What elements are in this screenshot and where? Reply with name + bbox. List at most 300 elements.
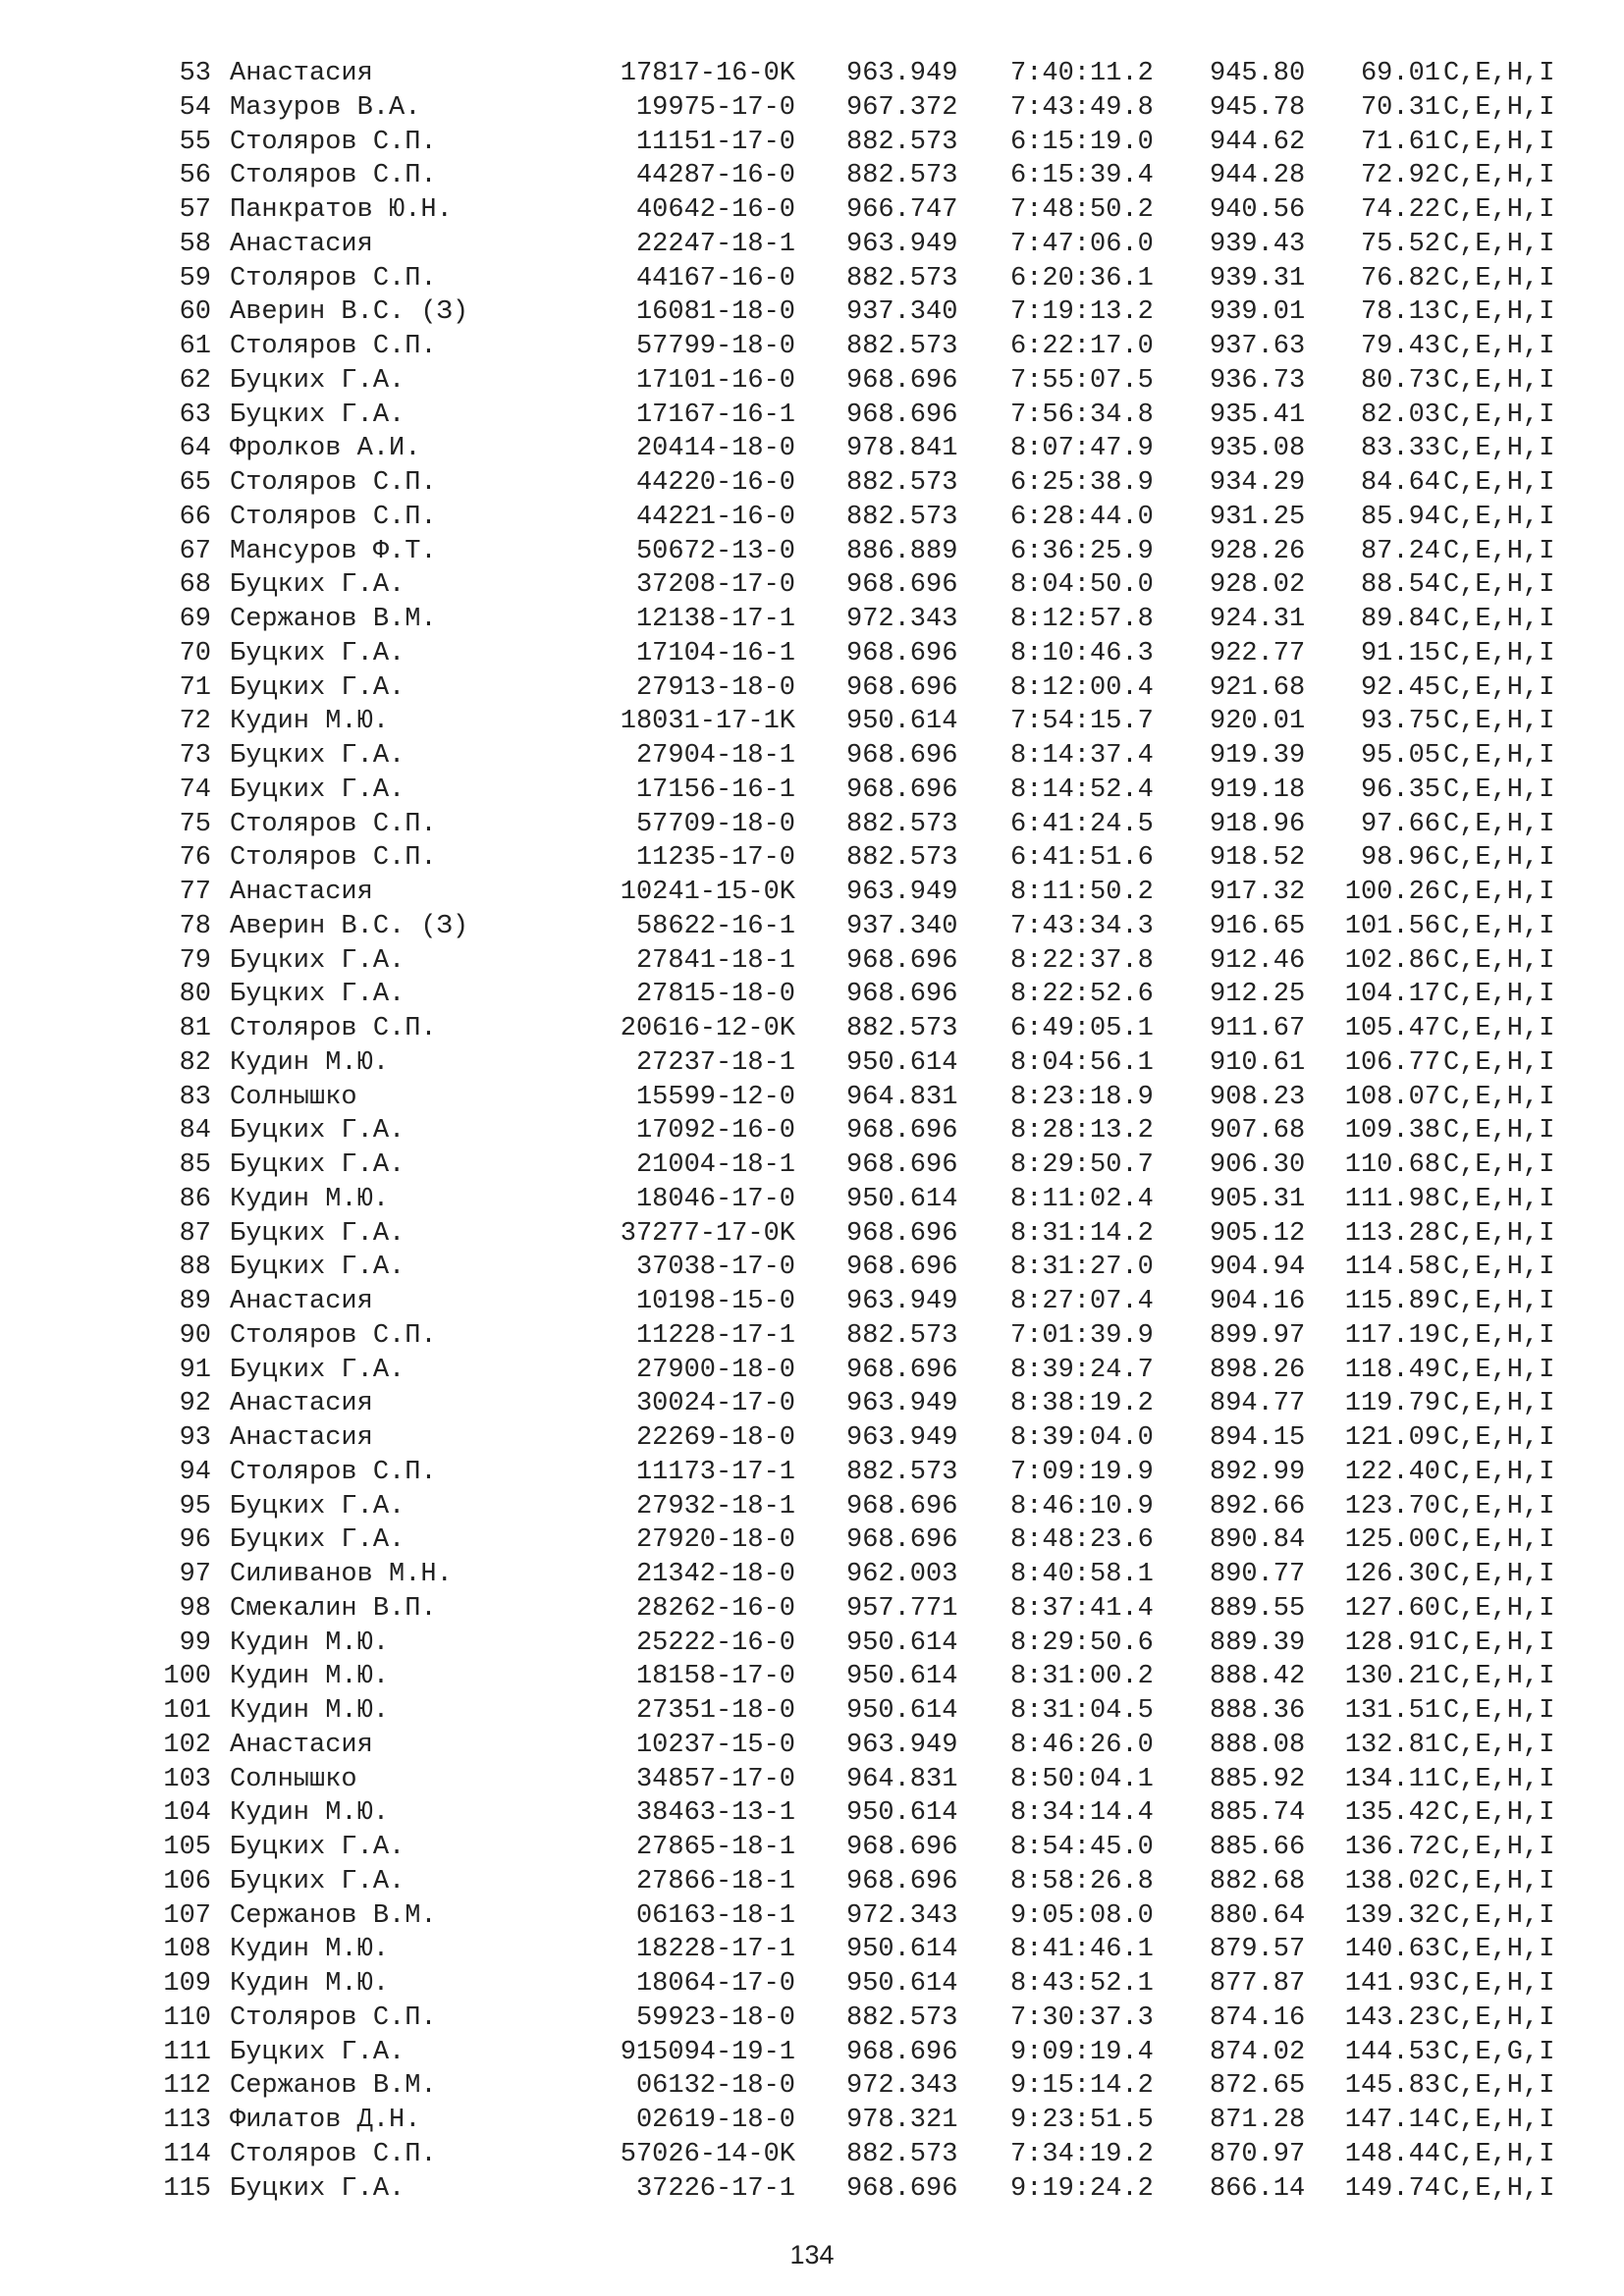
cell-categories: C,E,H,I (1443, 263, 1555, 294)
cell-coefficient: 93.75 (1360, 707, 1440, 737)
cell-name: Кудин М.Ю. (230, 707, 390, 737)
cell-ring-number: 50672-13-0 (635, 536, 795, 566)
cell-distance: 882.573 (846, 161, 958, 191)
cell-place: 83 (179, 1082, 211, 1112)
cell-speed: 885.66 (1210, 1833, 1306, 1862)
cell-distance: 968.696 (846, 1253, 958, 1283)
cell-place: 106 (163, 1866, 211, 1896)
cell-distance: 950.614 (846, 1662, 958, 1692)
cell-place: 104 (163, 1798, 211, 1829)
cell-speed: 885.74 (1210, 1798, 1306, 1829)
cell-categories: C,E,H,I (1443, 774, 1555, 805)
cell-categories: C,E,H,I (1443, 1355, 1555, 1385)
cell-distance: 968.696 (846, 672, 958, 703)
cell-place: 61 (179, 332, 211, 361)
cell-place: 94 (179, 1457, 211, 1487)
cell-arrival-time: 7:48:50.2 (1010, 195, 1154, 225)
cell-ring-number: 11151-17-0 (635, 127, 795, 157)
cell-coefficient: 126.30 (1344, 1560, 1440, 1589)
cell-speed: 928.26 (1210, 536, 1306, 566)
cell-ring-number: 16081-18-0 (635, 297, 795, 328)
cell-distance: 950.614 (846, 1696, 958, 1726)
cell-name: Столяров С.П. (230, 1014, 437, 1043)
cell-distance: 882.573 (846, 468, 958, 498)
cell-arrival-time: 8:37:41.4 (1010, 1593, 1154, 1624)
cell-categories: C,E,H,I (1443, 92, 1555, 123)
cell-arrival-time: 8:29:50.7 (1010, 1150, 1154, 1180)
cell-distance: 882.573 (846, 2002, 958, 2033)
cell-arrival-time: 8:27:07.4 (1010, 1287, 1154, 1316)
cell-place: 112 (163, 2071, 211, 2102)
cell-coefficient: 88.54 (1360, 570, 1440, 601)
cell-coefficient: 128.91 (1344, 1628, 1440, 1658)
cell-categories: C,E,H,I (1443, 1457, 1555, 1487)
cell-speed: 937.63 (1210, 332, 1306, 361)
cell-distance: 882.573 (846, 1014, 958, 1043)
cell-arrival-time: 8:12:57.8 (1010, 605, 1154, 634)
cell-name: Буцких Г.А. (230, 741, 406, 771)
cell-arrival-time: 8:22:52.6 (1010, 980, 1154, 1010)
cell-name: Буцких Г.А. (230, 2037, 406, 2067)
cell-categories: C,E,H,I (1443, 1320, 1555, 1351)
cell-coefficient: 140.63 (1344, 1935, 1440, 1965)
cell-speed: 921.68 (1210, 672, 1306, 703)
cell-speed: 890.77 (1210, 1560, 1306, 1589)
cell-categories: C,E,H,I (1443, 1560, 1555, 1589)
cell-name: Анастасия (230, 229, 373, 259)
cell-place: 100 (163, 1662, 211, 1692)
cell-name: Буцких Г.А. (230, 945, 406, 976)
cell-coefficient: 71.61 (1360, 127, 1440, 157)
cell-categories: C,E,H,I (1443, 1253, 1555, 1283)
cell-place: 105 (163, 1833, 211, 1862)
cell-categories: C,E,H,I (1443, 1423, 1555, 1453)
cell-place: 62 (179, 365, 211, 396)
cell-distance: 968.696 (846, 365, 958, 396)
cell-coefficient: 118.49 (1344, 1355, 1440, 1385)
cell-speed: 928.02 (1210, 570, 1306, 601)
cell-ring-number: 17104-16-1 (635, 638, 795, 668)
cell-coefficient: 149.74 (1344, 2173, 1440, 2204)
cell-ring-number: 38463-13-1 (635, 1798, 795, 1829)
cell-coefficient: 113.28 (1344, 1218, 1440, 1249)
cell-distance: 972.343 (846, 605, 958, 634)
cell-categories: C,E,H,I (1443, 1116, 1555, 1147)
cell-place: 103 (163, 1764, 211, 1794)
cell-distance: 968.696 (846, 638, 958, 668)
cell-categories: C,E,H,I (1443, 878, 1555, 907)
cell-ring-number: 17156-16-1 (635, 774, 795, 805)
cell-ring-number: 27815-18-0 (635, 980, 795, 1010)
cell-arrival-time: 7:34:19.2 (1010, 2139, 1154, 2169)
cell-categories: C,E,H,I (1443, 1287, 1555, 1316)
cell-arrival-time: 6:41:24.5 (1010, 809, 1154, 839)
cell-name: Столяров С.П. (230, 468, 437, 498)
cell-categories: C,E,H,I (1443, 229, 1555, 259)
cell-place: 53 (179, 59, 211, 88)
cell-name: Аверин В.С. (З) (230, 297, 469, 328)
cell-speed: 888.08 (1210, 1730, 1306, 1760)
cell-place: 56 (179, 161, 211, 191)
cell-ring-number: 18046-17-0 (635, 1184, 795, 1214)
cell-coefficient: 121.09 (1344, 1423, 1440, 1453)
cell-name: Кудин М.Ю. (230, 1047, 390, 1078)
cell-arrival-time: 9:15:14.2 (1010, 2071, 1154, 2102)
cell-speed: 939.43 (1210, 229, 1306, 259)
cell-coefficient: 131.51 (1344, 1696, 1440, 1726)
cell-coefficient: 69.01 (1360, 59, 1440, 88)
cell-distance: 968.696 (846, 1218, 958, 1249)
cell-speed: 918.96 (1210, 809, 1306, 839)
cell-ring-number: 11173-17-1 (635, 1457, 795, 1487)
cell-coefficient: 109.38 (1344, 1116, 1440, 1147)
cell-place: 80 (179, 980, 211, 1010)
cell-distance: 967.372 (846, 92, 958, 123)
cell-categories: C,E,H,I (1443, 2106, 1555, 2135)
cell-arrival-time: 6:15:39.4 (1010, 161, 1154, 191)
cell-place: 89 (179, 1287, 211, 1316)
cell-coefficient: 135.42 (1344, 1798, 1440, 1829)
cell-speed: 894.15 (1210, 1423, 1306, 1453)
cell-name: Панкратов Ю.Н. (230, 195, 453, 225)
cell-categories: C,E,H,I (1443, 434, 1555, 464)
cell-ring-number: 34857-17-0 (635, 1764, 795, 1794)
cell-categories: C,E,H,I (1443, 1730, 1555, 1760)
cell-arrival-time: 7:55:07.5 (1010, 365, 1154, 396)
cell-name: Смекалин В.П. (230, 1593, 437, 1624)
cell-arrival-time: 6:22:17.0 (1010, 332, 1154, 361)
cell-ring-number: 44221-16-0 (635, 502, 795, 532)
cell-speed: 879.57 (1210, 1935, 1306, 1965)
cell-arrival-time: 8:48:23.6 (1010, 1525, 1154, 1556)
cell-place: 82 (179, 1047, 211, 1078)
cell-distance: 937.340 (846, 297, 958, 328)
cell-speed: 919.18 (1210, 774, 1306, 805)
cell-speed: 934.29 (1210, 468, 1306, 498)
cell-speed: 944.62 (1210, 127, 1306, 157)
cell-place: 107 (163, 1900, 211, 1931)
cell-speed: 885.92 (1210, 1764, 1306, 1794)
page-number: 134 (789, 2240, 835, 2269)
cell-distance: 968.696 (846, 945, 958, 976)
cell-coefficient: 84.64 (1360, 468, 1440, 498)
cell-arrival-time: 8:50:04.1 (1010, 1764, 1154, 1794)
cell-ring-number: 06163-18-1 (635, 1900, 795, 1931)
cell-place: 110 (163, 2002, 211, 2033)
cell-ring-number: 17101-16-0 (635, 365, 795, 396)
cell-place: 55 (179, 127, 211, 157)
cell-distance: 963.949 (846, 1287, 958, 1316)
cell-arrival-time: 7:19:13.2 (1010, 297, 1154, 328)
cell-place: 60 (179, 297, 211, 328)
cell-speed: 874.02 (1210, 2037, 1306, 2067)
cell-distance: 950.614 (846, 1628, 958, 1658)
cell-coefficient: 91.15 (1360, 638, 1440, 668)
cell-categories: C,E,H,I (1443, 365, 1555, 396)
cell-ring-number: 28262-16-0 (635, 1593, 795, 1624)
cell-arrival-time: 8:54:45.0 (1010, 1833, 1154, 1862)
cell-arrival-time: 8:31:00.2 (1010, 1662, 1154, 1692)
cell-name: Фролков А.И. (230, 434, 421, 464)
cell-speed: 944.28 (1210, 161, 1306, 191)
cell-coefficient: 114.58 (1344, 1253, 1440, 1283)
cell-coefficient: 139.32 (1344, 1900, 1440, 1931)
cell-categories: C,E,H,I (1443, 1150, 1555, 1180)
cell-name: Кудин М.Ю. (230, 1935, 390, 1965)
cell-name: Буцких Г.А. (230, 570, 406, 601)
cell-coefficient: 110.68 (1344, 1150, 1440, 1180)
cell-ring-number: 10198-15-0 (635, 1287, 795, 1316)
cell-coefficient: 98.96 (1360, 843, 1440, 874)
cell-distance: 978.841 (846, 434, 958, 464)
cell-ring-number: 44220-16-0 (635, 468, 795, 498)
cell-ring-number: 27237-18-1 (635, 1047, 795, 1078)
cell-arrival-time: 8:29:50.6 (1010, 1628, 1154, 1658)
cell-coefficient: 122.40 (1344, 1457, 1440, 1487)
cell-ring-number: 17817-16-0K (620, 59, 795, 88)
cell-speed: 912.46 (1210, 945, 1306, 976)
cell-speed: 877.87 (1210, 1969, 1306, 1999)
cell-categories: C,E,H,I (1443, 1798, 1555, 1829)
cell-ring-number: 19975-17-0 (635, 92, 795, 123)
cell-name: Буцких Г.А. (230, 1525, 406, 1556)
cell-name: Солнышко (230, 1082, 357, 1112)
cell-categories: C,E,H,I (1443, 911, 1555, 941)
cell-speed: 939.31 (1210, 263, 1306, 294)
cell-distance: 968.696 (846, 400, 958, 430)
cell-place: 95 (179, 1491, 211, 1522)
cell-ring-number: 37226-17-1 (635, 2173, 795, 2204)
cell-categories: C,E,H,I (1443, 468, 1555, 498)
cell-place: 99 (179, 1628, 211, 1658)
cell-arrival-time: 9:19:24.2 (1010, 2173, 1154, 2204)
cell-name: Кудин М.Ю. (230, 1662, 390, 1692)
cell-speed: 936.73 (1210, 365, 1306, 396)
cell-coefficient: 130.21 (1344, 1662, 1440, 1692)
cell-speed: 904.94 (1210, 1253, 1306, 1283)
cell-categories: C,E,G,I (1443, 2037, 1555, 2067)
cell-categories: C,E,H,I (1443, 672, 1555, 703)
cell-ring-number: 25222-16-0 (635, 1628, 795, 1658)
cell-ring-number: 27932-18-1 (635, 1491, 795, 1522)
cell-distance: 950.614 (846, 1798, 958, 1829)
cell-distance: 964.831 (846, 1764, 958, 1794)
cell-name: Сержанов В.М. (230, 1900, 437, 1931)
cell-place: 68 (179, 570, 211, 601)
cell-coefficient: 106.77 (1344, 1047, 1440, 1078)
cell-arrival-time: 8:23:18.9 (1010, 1082, 1154, 1112)
cell-name: Анастасия (230, 878, 373, 907)
cell-speed: 872.65 (1210, 2071, 1306, 2102)
cell-distance: 963.949 (846, 229, 958, 259)
cell-arrival-time: 8:14:52.4 (1010, 774, 1154, 805)
cell-coefficient: 87.24 (1360, 536, 1440, 566)
cell-distance: 968.696 (846, 1491, 958, 1522)
cell-categories: C,E,H,I (1443, 127, 1555, 157)
cell-categories: C,E,H,I (1443, 1833, 1555, 1862)
cell-categories: C,E,H,I (1443, 536, 1555, 566)
cell-distance: 968.696 (846, 1116, 958, 1147)
cell-coefficient: 134.11 (1344, 1764, 1440, 1794)
cell-place: 59 (179, 263, 211, 294)
cell-arrival-time: 8:40:58.1 (1010, 1560, 1154, 1589)
cell-speed: 935.41 (1210, 400, 1306, 430)
cell-speed: 898.26 (1210, 1355, 1306, 1385)
cell-place: 108 (163, 1935, 211, 1965)
cell-coefficient: 95.05 (1360, 741, 1440, 771)
cell-categories: C,E,H,I (1443, 605, 1555, 634)
cell-place: 79 (179, 945, 211, 976)
cell-distance: 882.573 (846, 1320, 958, 1351)
cell-ring-number: 15599-12-0 (635, 1082, 795, 1112)
cell-ring-number: 11235-17-0 (635, 843, 795, 874)
cell-ring-number: 22269-18-0 (635, 1423, 795, 1453)
cell-speed: 871.28 (1210, 2106, 1306, 2135)
cell-ring-number: 18031-17-1K (620, 707, 795, 737)
cell-place: 97 (179, 1560, 211, 1589)
cell-ring-number: 44167-16-0 (635, 263, 795, 294)
cell-coefficient: 119.79 (1344, 1389, 1440, 1419)
cell-distance: 882.573 (846, 1457, 958, 1487)
cell-place: 92 (179, 1389, 211, 1419)
cell-name: Буцких Г.А. (230, 638, 406, 668)
cell-categories: C,E,H,I (1443, 638, 1555, 668)
cell-arrival-time: 8:34:14.4 (1010, 1798, 1154, 1829)
cell-name: Буцких Г.А. (230, 1833, 406, 1862)
cell-speed: 917.32 (1210, 878, 1306, 907)
cell-place: 72 (179, 707, 211, 737)
cell-categories: C,E,H,I (1443, 161, 1555, 191)
cell-name: Сержанов В.М. (230, 605, 437, 634)
cell-ring-number: 22247-18-1 (635, 229, 795, 259)
cell-coefficient: 141.93 (1344, 1969, 1440, 1999)
cell-categories: C,E,H,I (1443, 980, 1555, 1010)
cell-speed: 920.01 (1210, 707, 1306, 737)
cell-arrival-time: 8:04:50.0 (1010, 570, 1154, 601)
cell-name: Анастасия (230, 59, 373, 88)
cell-distance: 968.696 (846, 1355, 958, 1385)
cell-coefficient: 83.33 (1360, 434, 1440, 464)
cell-speed: 935.08 (1210, 434, 1306, 464)
cell-distance: 964.831 (846, 1082, 958, 1112)
cell-distance: 968.696 (846, 774, 958, 805)
cell-categories: C,E,H,I (1443, 843, 1555, 874)
cell-arrival-time: 6:36:25.9 (1010, 536, 1154, 566)
cell-categories: C,E,H,I (1443, 1389, 1555, 1419)
cell-speed: 899.97 (1210, 1320, 1306, 1351)
cell-distance: 937.340 (846, 911, 958, 941)
cell-name: Анастасия (230, 1730, 373, 1760)
cell-distance: 966.747 (846, 195, 958, 225)
cell-ring-number: 57799-18-0 (635, 332, 795, 361)
cell-arrival-time: 6:20:36.1 (1010, 263, 1154, 294)
cell-speed: 870.97 (1210, 2139, 1306, 2169)
cell-arrival-time: 8:28:13.2 (1010, 1116, 1154, 1147)
cell-place: 87 (179, 1218, 211, 1249)
cell-arrival-time: 7:54:15.7 (1010, 707, 1154, 737)
cell-ring-number: 18158-17-0 (635, 1662, 795, 1692)
cell-name: Буцких Г.А. (230, 2173, 406, 2204)
cell-name: Буцких Г.А. (230, 1116, 406, 1147)
cell-distance: 882.573 (846, 502, 958, 532)
cell-categories: C,E,H,I (1443, 707, 1555, 737)
cell-ring-number: 11228-17-1 (635, 1320, 795, 1351)
cell-speed: 890.84 (1210, 1525, 1306, 1556)
cell-ring-number: 30024-17-0 (635, 1389, 795, 1419)
cell-arrival-time: 8:12:00.4 (1010, 672, 1154, 703)
cell-speed: 892.99 (1210, 1457, 1306, 1487)
cell-distance: 963.949 (846, 878, 958, 907)
cell-speed: 922.77 (1210, 638, 1306, 668)
cell-arrival-time: 8:38:19.2 (1010, 1389, 1154, 1419)
cell-arrival-time: 8:43:52.1 (1010, 1969, 1154, 1999)
cell-coefficient: 132.81 (1344, 1730, 1440, 1760)
cell-name: Столяров С.П. (230, 161, 437, 191)
cell-distance: 978.321 (846, 2106, 958, 2135)
cell-speed: 905.31 (1210, 1184, 1306, 1214)
cell-ring-number: 17167-16-1 (635, 400, 795, 430)
cell-place: 76 (179, 843, 211, 874)
cell-speed: 910.61 (1210, 1047, 1306, 1078)
cell-arrival-time: 8:22:37.8 (1010, 945, 1154, 976)
cell-coefficient: 75.52 (1360, 229, 1440, 259)
cell-speed: 889.39 (1210, 1628, 1306, 1658)
cell-speed: 888.36 (1210, 1696, 1306, 1726)
cell-ring-number: 27913-18-0 (635, 672, 795, 703)
cell-coefficient: 108.07 (1344, 1082, 1440, 1112)
cell-categories: C,E,H,I (1443, 945, 1555, 976)
cell-categories: C,E,H,I (1443, 1662, 1555, 1692)
cell-ring-number: 44287-16-0 (635, 161, 795, 191)
cell-ring-number: 57709-18-0 (635, 809, 795, 839)
cell-place: 111 (163, 2037, 211, 2067)
cell-categories: C,E,H,I (1443, 297, 1555, 328)
cell-arrival-time: 6:15:19.0 (1010, 127, 1154, 157)
cell-ring-number: 27865-18-1 (635, 1833, 795, 1862)
cell-arrival-time: 7:30:37.3 (1010, 2002, 1154, 2033)
cell-speed: 940.56 (1210, 195, 1306, 225)
cell-name: Кудин М.Ю. (230, 1798, 390, 1829)
cell-place: 78 (179, 911, 211, 941)
cell-categories: C,E,H,I (1443, 2139, 1555, 2169)
cell-ring-number: 59923-18-0 (635, 2002, 795, 2033)
cell-name: Буцких Г.А. (230, 672, 406, 703)
cell-arrival-time: 6:49:05.1 (1010, 1014, 1154, 1043)
cell-coefficient: 102.86 (1344, 945, 1440, 976)
cell-name: Буцких Г.А. (230, 774, 406, 805)
cell-place: 69 (179, 605, 211, 634)
cell-distance: 968.696 (846, 2037, 958, 2067)
cell-distance: 968.696 (846, 1525, 958, 1556)
cell-speed: 945.78 (1210, 92, 1306, 123)
cell-speed: 945.80 (1210, 59, 1306, 88)
cell-arrival-time: 7:43:34.3 (1010, 911, 1154, 941)
cell-speed: 894.77 (1210, 1389, 1306, 1419)
cell-name: Анастасия (230, 1423, 373, 1453)
cell-name: Мазуров В.А. (230, 92, 421, 123)
cell-arrival-time: 8:11:50.2 (1010, 878, 1154, 907)
cell-distance: 882.573 (846, 843, 958, 874)
cell-name: Буцких Г.А. (230, 1253, 406, 1283)
cell-categories: C,E,H,I (1443, 1969, 1555, 1999)
cell-coefficient: 138.02 (1344, 1866, 1440, 1896)
cell-arrival-time: 9:05:08.0 (1010, 1900, 1154, 1931)
cell-distance: 882.573 (846, 2139, 958, 2169)
cell-coefficient: 148.44 (1344, 2139, 1440, 2169)
cell-arrival-time: 8:04:56.1 (1010, 1047, 1154, 1078)
cell-arrival-time: 8:14:37.4 (1010, 741, 1154, 771)
cell-speed: 918.52 (1210, 843, 1306, 874)
